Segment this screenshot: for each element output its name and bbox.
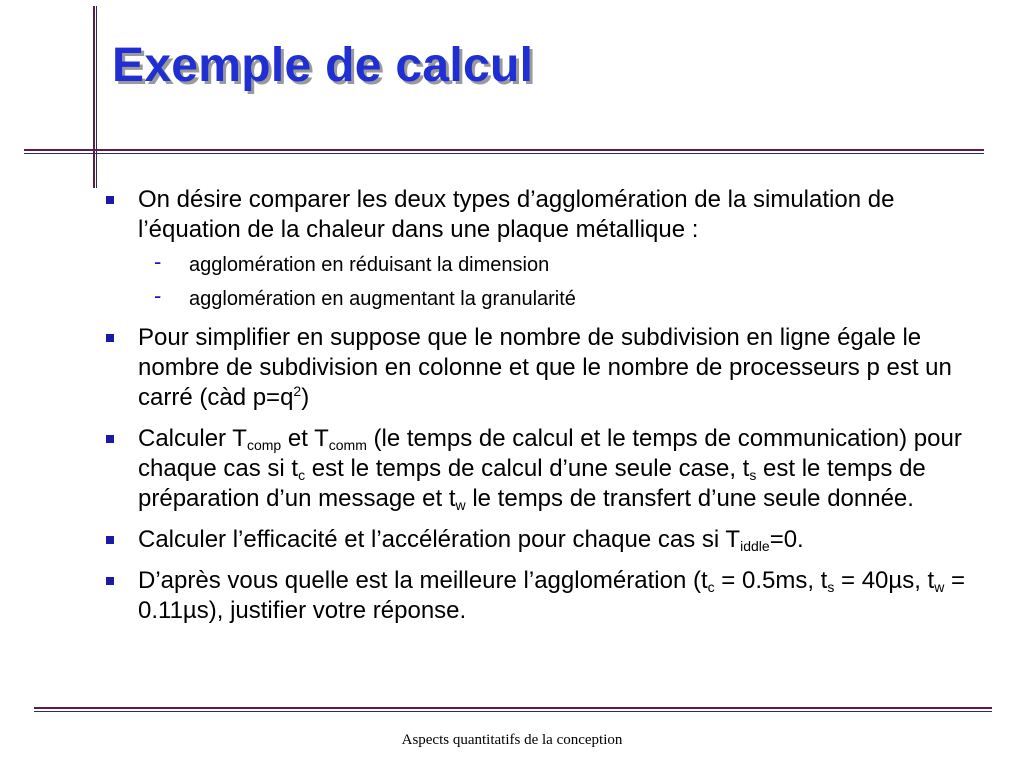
frame-vertical-line <box>93 6 95 188</box>
footer-text: Aspects quantitatifs de la conception <box>401 732 623 748</box>
frame-vertical-line-shadow <box>96 6 97 188</box>
bullet-text: D’après vous quelle est la meilleure l’agglomération ($t_c = 0.5ms$, $t_s = 40\mu s$, $t_w = 0.11\mu s$), justifier votre réponse. <box>138 567 966 624</box>
square-bullet-icon <box>106 577 114 585</box>
sub-list <box>138 249 998 312</box>
dash-bullet-icon: - <box>154 249 162 274</box>
bullet-text: Calculer $T_{comp}$ et $T_{comm}$ (le temps de calcul et le temps de communication) pour chaque cas si $t_c$ est le temps de calcul d’une seule case, $t_s$ est le temps de préparation d’un message et $t_w$ le temps de transfert d’une seule donnée. <box>138 425 962 513</box>
frame-bottom-line <box>34 707 992 709</box>
sub-item-2 <box>138 283 998 312</box>
bullet-item-1 <box>103 185 998 312</box>
bullet-text: On désire comparer les deux types d’agglomération de la simulation de l’équation de la chaleur dans une plaque métallique : <box>138 186 895 243</box>
sub-item-text: agglomération en réduisant la dimension <box>189 254 550 276</box>
bullet-item-4 <box>103 525 998 555</box>
slide-content <box>103 185 998 637</box>
sub-item-text: agglomération en augmentant la granularité <box>189 288 576 310</box>
frame-bottom-line-shadow <box>34 711 992 712</box>
frame-top-line <box>24 149 984 151</box>
dash-bullet-icon: - <box>154 283 162 308</box>
square-bullet-icon <box>106 536 114 544</box>
bullet-item-3 <box>103 424 998 514</box>
square-bullet-icon <box>106 196 114 204</box>
slide-title: Exemple de calcul <box>112 39 534 92</box>
bullet-text: Calculer l’efficacité et l’accélération pour chaque cas si $T_{iddle}=0$. <box>138 526 804 554</box>
square-bullet-icon <box>106 334 114 342</box>
square-bullet-icon <box>106 435 114 443</box>
bullet-text: Pour simplifier en suppose que le nombre de subdivision en ligne égale le nombre de subdivision en colonne et que le nombre de processeurs p est un carré (càd $p=q^2$) <box>138 324 952 411</box>
frame-top-line-shadow <box>24 153 984 154</box>
bullet-item-2 <box>103 323 998 413</box>
sub-item-1 <box>138 249 998 278</box>
bullet-item-5 <box>103 566 998 626</box>
slide-footer <box>0 732 1024 749</box>
